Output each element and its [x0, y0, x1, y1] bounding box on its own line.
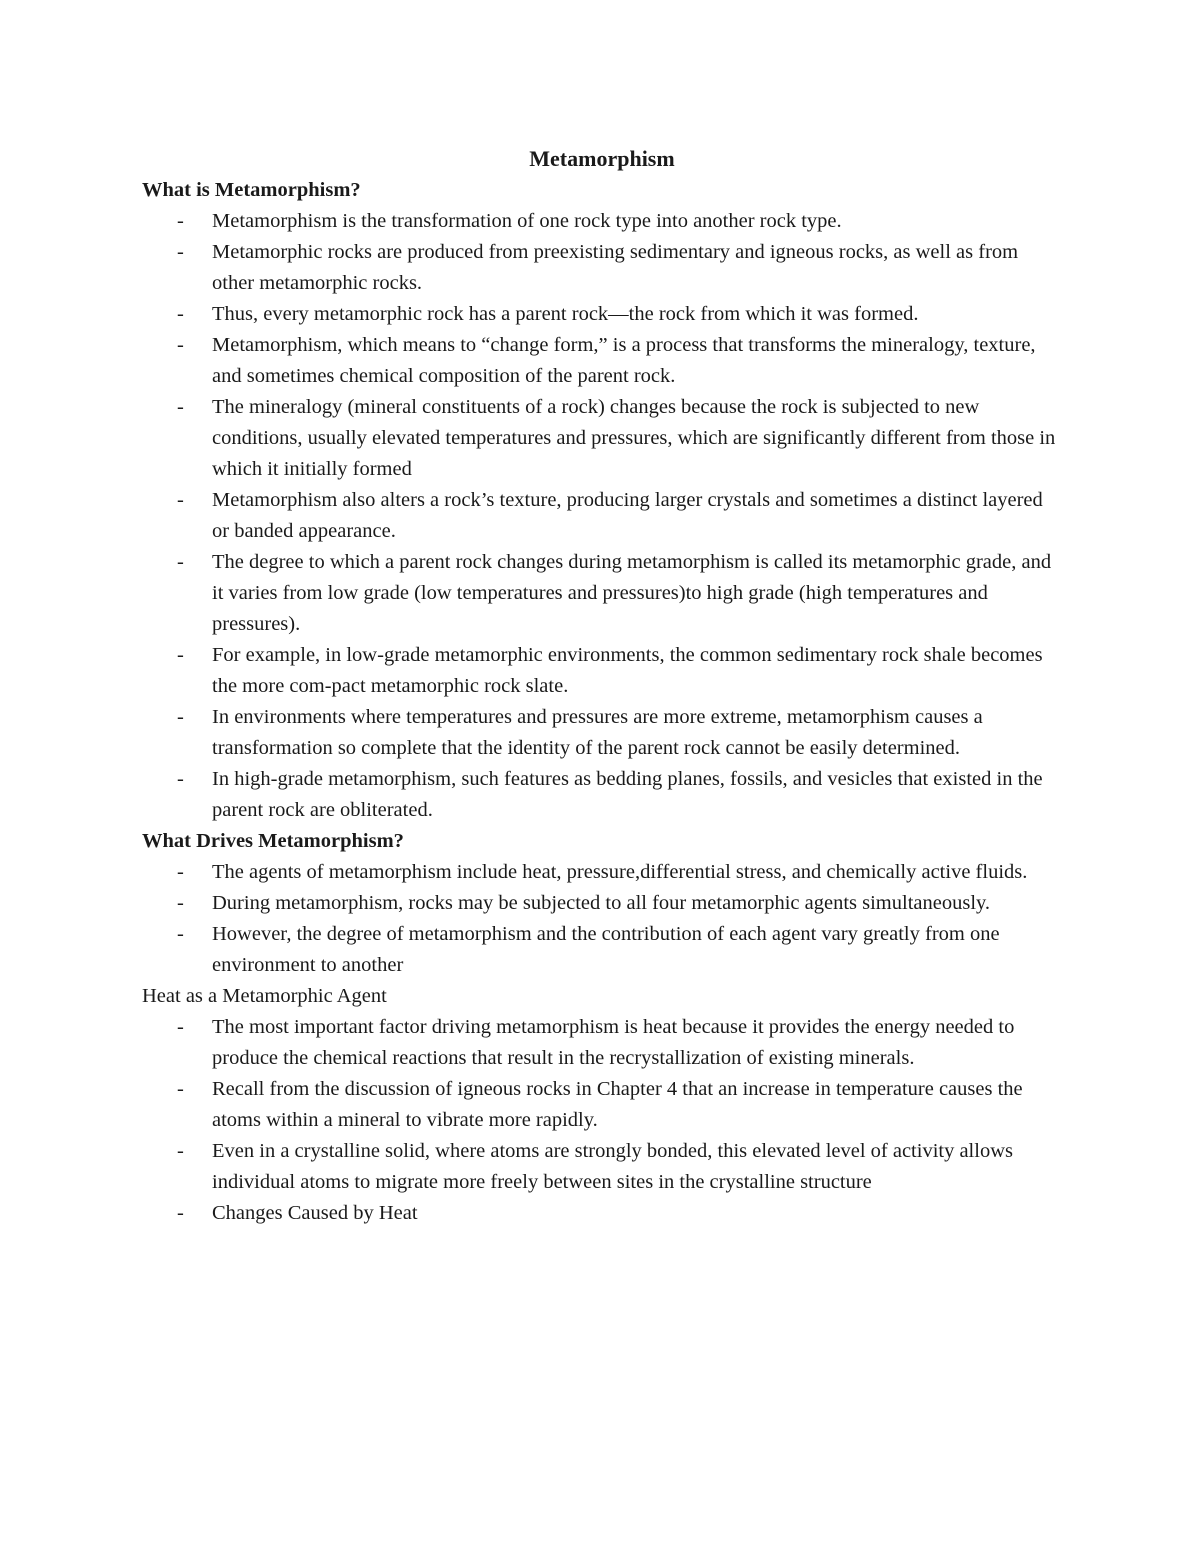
list-item	[142, 919, 1062, 981]
list-item-text: Metamorphic rocks are produced from preexisting sedimentary and igneous rocks, as well as from other metamorphic rocks.	[212, 241, 1019, 294]
page-title: Metamorphism	[529, 146, 675, 171]
list-item-text: Changes Caused by Heat	[212, 1202, 418, 1224]
list-item-text: Thus, every metamorphic rock has a parent rock—the rock from which it was formed.	[212, 303, 919, 325]
list-item-text: However, the degree of metamorphism and the contribution of each agent vary greatly from one environment to another	[212, 923, 1000, 976]
list-item-text: During metamorphism, rocks may be subjected to all four metamorphic agents simultaneously.	[212, 892, 991, 914]
dash-marker: -	[177, 334, 184, 356]
list-item	[142, 1012, 1062, 1074]
list-item	[142, 1198, 1062, 1229]
dash-marker: -	[177, 644, 184, 666]
list-item	[142, 237, 1062, 299]
list-item-text: Even in a crystalline solid, where atoms are strongly bonded, this elevated level of activity allows individual atoms to migrate more freely between sites in the crystalline structure	[212, 1140, 1013, 1193]
section-heading: What is Metamorphism?	[142, 179, 361, 201]
list-item	[142, 299, 1062, 330]
dash-marker: -	[177, 706, 184, 728]
dash-marker: -	[177, 241, 184, 263]
list-item	[142, 485, 1062, 547]
section-heading: Heat as a Metamorphic Agent	[142, 985, 387, 1007]
list-item-text: Recall from the discussion of igneous rocks in Chapter 4 that an increase in temperature causes the atoms within a mineral to vibrate more rapidly.	[212, 1078, 1023, 1131]
dash-marker: -	[177, 923, 184, 945]
list-item-text: In environments where temperatures and pressures are more extreme, metamorphism causes a transformation so complete that the identity of the parent rock cannot be easily determined.	[212, 706, 983, 759]
document-page	[142, 143, 1062, 1229]
list-item-text: The agents of metamorphism include heat, pressure,differential stress, and chemically active fluids.	[212, 861, 1028, 883]
section-heat-as-agent	[142, 981, 1062, 1229]
list-item-text: The most important factor driving metamorphism is heat because it provides the energy needed to produce the chemical reactions that result in the recrystallization of existing minerals.	[212, 1016, 1015, 1069]
section-what-is-metamorphism	[142, 175, 1062, 826]
list-item	[142, 640, 1062, 702]
dash-marker: -	[177, 396, 184, 418]
list-item	[142, 330, 1062, 392]
dash-marker: -	[177, 551, 184, 573]
list-item-text: For example, in low-grade metamorphic environments, the common sedimentary rock shale becomes the more com-pact metamorphic rock slate.	[212, 644, 1043, 697]
list-item-text: Metamorphism also alters a rock’s texture, producing larger crystals and sometimes a distinct layered or banded appearance.	[212, 489, 1043, 542]
list-item-text: In high-grade metamorphism, such features as bedding planes, fossils, and vesicles that existed in the parent rock are obliterated.	[212, 768, 1043, 821]
dash-marker: -	[177, 768, 184, 790]
list-item	[142, 888, 1062, 919]
dash-marker: -	[177, 1140, 184, 1162]
list-item-text: The degree to which a parent rock changes during metamorphism is called its metamorphic grade, and it varies from low grade (low temperatures and pressures)to high grade (high temperatures and pressures).	[212, 551, 1052, 635]
bullet-list	[142, 857, 1062, 981]
list-item-text: Metamorphism, which means to “change form,” is a process that transforms the mineralogy, texture, and sometimes chemical composition of the parent rock.	[212, 334, 1036, 387]
list-item	[142, 547, 1062, 640]
dash-marker: -	[177, 1078, 184, 1100]
dash-marker: -	[177, 1202, 184, 1224]
list-item	[142, 857, 1062, 888]
section-heading: What Drives Metamorphism?	[142, 830, 404, 852]
list-item	[142, 206, 1062, 237]
dash-marker: -	[177, 861, 184, 883]
list-item	[142, 1136, 1062, 1198]
list-item	[142, 1074, 1062, 1136]
section-what-drives-metamorphism	[142, 826, 1062, 981]
dash-marker: -	[177, 892, 184, 914]
dash-marker: -	[177, 210, 184, 232]
list-item-text: Metamorphism is the transformation of one rock type into another rock type.	[212, 210, 842, 232]
list-item	[142, 392, 1062, 485]
bullet-list	[142, 1012, 1062, 1229]
dash-marker: -	[177, 489, 184, 511]
dash-marker: -	[177, 1016, 184, 1038]
dash-marker: -	[177, 303, 184, 325]
list-item	[142, 702, 1062, 764]
list-item	[142, 764, 1062, 826]
bullet-list	[142, 206, 1062, 826]
list-item-text: The mineralogy (mineral constituents of a rock) changes because the rock is subjected to new conditions, usually elevated temperatures and pressures, which are significantly different from those in which it initially formed	[212, 396, 1056, 480]
